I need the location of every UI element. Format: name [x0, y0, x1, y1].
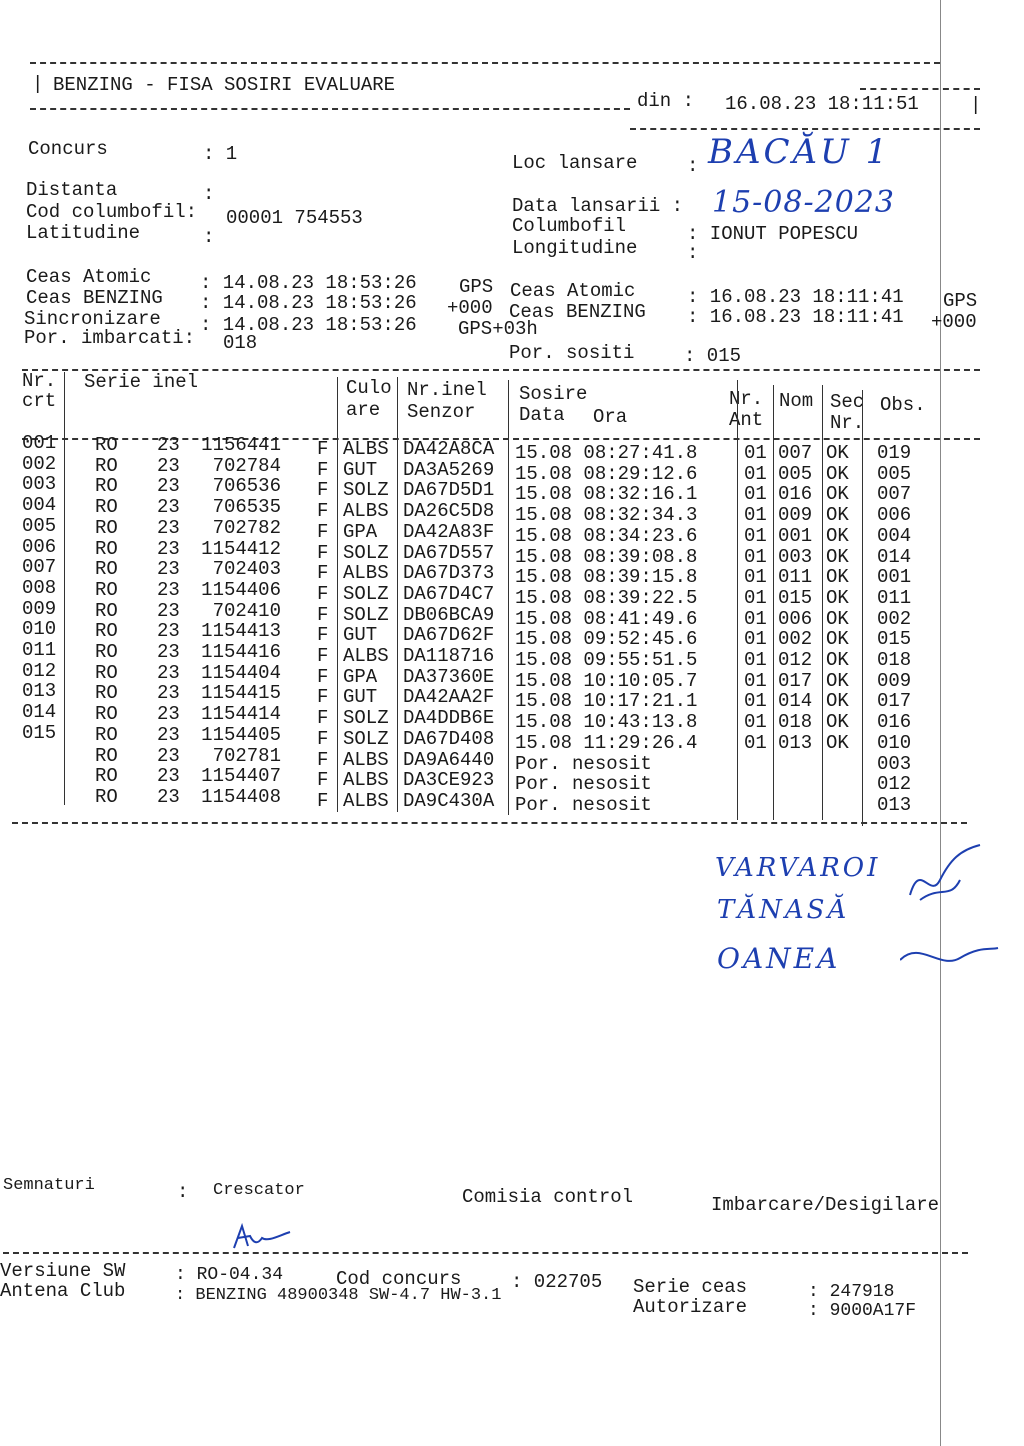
- cell-ring-number: 1154408: [201, 785, 281, 808]
- antena-club-label: Antena Club: [0, 1280, 126, 1302]
- latitudine-label: Latitudine: [26, 222, 141, 244]
- cell-sex: F: [317, 520, 329, 543]
- cell-sec: OK: [826, 711, 849, 734]
- cell-sex: F: [317, 624, 329, 647]
- cell-year: 23: [157, 620, 180, 643]
- cell-nom: 016: [778, 483, 813, 506]
- cell-arrival: Por. nesosit: [515, 752, 652, 775]
- cell-color: GUT: [343, 624, 378, 647]
- cell-year: 23: [157, 599, 180, 622]
- col-header-nom: Nom: [779, 390, 814, 412]
- cell-color: GUT: [343, 458, 378, 481]
- col-header-obs: Obs.: [880, 394, 926, 416]
- cell-nr-crt: 008: [22, 576, 57, 599]
- cell-arrival: 15.08 10:17:21.1: [515, 690, 698, 713]
- cell-obs: 019: [877, 442, 912, 464]
- cell-nr-crt: 006: [22, 535, 57, 558]
- cell-year: 23: [157, 682, 180, 705]
- data-lansarii-label: Data lansarii :: [512, 195, 684, 217]
- cell-sex: F: [317, 541, 329, 564]
- cell-color: SOLZ: [343, 541, 389, 564]
- cell-sec: OK: [826, 669, 849, 692]
- cell-country: RO: [95, 454, 118, 477]
- cell-sec: OK: [826, 524, 849, 547]
- cell-nom: 013: [778, 731, 813, 754]
- cell-obs: 006: [877, 504, 912, 527]
- col-header-nr-ant-1: Nr.: [729, 388, 764, 410]
- cell-obs: 012: [877, 773, 912, 796]
- cell-country: RO: [95, 434, 118, 456]
- data-lansarii-handwritten: 15-08-2023: [712, 185, 895, 220]
- cell-ring-number: 702403: [212, 558, 281, 581]
- loc-lansare-handwritten: BACĂU 1: [708, 132, 891, 172]
- cell-nr-crt: 010: [22, 618, 57, 641]
- din-label: din :: [637, 90, 695, 112]
- cell-ring-number: 1154405: [201, 723, 281, 746]
- cell-ring-number: 1154412: [201, 537, 281, 560]
- col-header-crt: crt: [22, 390, 57, 412]
- cell-ring-number: 1154414: [201, 703, 281, 726]
- cell-sec: OK: [826, 504, 849, 527]
- handwritten-signature: [900, 840, 1000, 970]
- cell-sex: F: [317, 748, 329, 771]
- clock-left-value: : 14.08.23 18:53:26: [200, 292, 417, 314]
- cell-nr-ant: 01: [744, 462, 767, 485]
- cell-obs: 011: [877, 586, 912, 609]
- cell-ring-number: 706535: [212, 496, 281, 519]
- cell-year: 23: [157, 475, 180, 498]
- cell-country: RO: [95, 703, 118, 726]
- column-separator: [397, 377, 398, 812]
- cell-year: 23: [157, 744, 180, 767]
- cell-year: 23: [157, 641, 180, 663]
- col-header-senzor: Senzor: [407, 401, 476, 423]
- cell-color: SOLZ: [343, 582, 389, 605]
- cell-nr-crt: 009: [22, 597, 57, 620]
- cell-sex: F: [317, 707, 329, 730]
- column-separator: [337, 377, 338, 812]
- cell-sensor: DA67D373: [403, 562, 495, 585]
- cell-sec: OK: [826, 628, 849, 651]
- imbarcare-label: Imbarcare/Desigilare: [711, 1194, 940, 1216]
- handwritten-name: OANEA: [717, 942, 841, 975]
- cell-sensor: DA118716: [403, 645, 495, 667]
- cell-sec: OK: [826, 442, 849, 464]
- cell-obs: 002: [877, 607, 912, 630]
- por-sositi-value: : 015: [684, 345, 742, 367]
- cell-arrival: 15.08 08:27:41.8: [515, 442, 698, 464]
- cell-arrival: 15.08 08:39:08.8: [515, 545, 698, 568]
- cell-country: RO: [95, 475, 118, 498]
- cell-nr-ant: 01: [744, 669, 767, 692]
- cell-color: ALBS: [343, 769, 389, 792]
- cell-nr-crt: 014: [22, 701, 57, 724]
- cell-sensor: DA26C5D8: [403, 500, 495, 523]
- cell-sex: F: [317, 438, 329, 460]
- cell-sex: F: [317, 582, 329, 605]
- cell-color: GUT: [343, 686, 378, 709]
- cell-year: 23: [157, 454, 180, 477]
- cell-nr-ant: 01: [744, 607, 767, 630]
- col-header-sec-1: Sec: [830, 391, 865, 413]
- cell-arrival: 15.08 08:39:22.5: [515, 586, 698, 609]
- cell-color: SOLZ: [343, 707, 389, 730]
- cell-obs: 009: [877, 669, 912, 692]
- cell-nr-crt: 007: [22, 556, 57, 579]
- clock-right-label: Ceas BENZING: [509, 301, 646, 323]
- cell-color: ALBS: [343, 562, 389, 585]
- cell-color: ALBS: [343, 748, 389, 771]
- divider: [3, 1252, 968, 1254]
- crescator-label: Crescator: [213, 1181, 305, 1200]
- cell-nr-crt: 012: [22, 659, 57, 682]
- columbofil-value: : IONUT POPESCU: [687, 223, 859, 245]
- col-header-nr-ant-2: Ant: [729, 409, 764, 431]
- col-header-ora: Ora: [593, 406, 628, 428]
- clock-right-value: : 16.08.23 18:11:41: [687, 286, 904, 308]
- cell-sec: OK: [826, 731, 849, 754]
- cell-nr-crt: 015: [22, 721, 57, 744]
- cell-sex: F: [317, 562, 329, 585]
- cell-color: SOLZ: [343, 479, 389, 502]
- cell-nr-ant: 01: [744, 566, 767, 589]
- cell-year: 23: [157, 496, 180, 519]
- cell-year: 23: [157, 516, 180, 539]
- por-sositi-label: Por. sositi: [509, 342, 635, 364]
- cell-arrival: 15.08 09:52:45.6: [515, 628, 698, 651]
- col-header-sec-2: Nr.: [830, 412, 865, 434]
- cell-year: 23: [157, 703, 180, 726]
- cell-nr-crt: 002: [22, 452, 57, 475]
- cell-nom: 002: [778, 628, 813, 651]
- cell-nr-crt: 003: [22, 473, 57, 496]
- cell-nr-ant: 01: [744, 524, 767, 547]
- clock-right-value: : 16.08.23 18:11:41: [687, 306, 904, 328]
- column-separator: [64, 372, 65, 805]
- cell-arrival: 15.08 08:29:12.6: [515, 462, 698, 485]
- cell-arrival: 15.08 08:39:15.8: [515, 566, 698, 589]
- loc-lansare-label: Loc lansare: [512, 152, 638, 174]
- cell-nom: 018: [778, 711, 813, 734]
- cell-ring-number: 702410: [212, 599, 281, 622]
- col-header-inel: Nr.inel: [407, 379, 487, 401]
- cell-sensor: DA4DDB6E: [403, 707, 495, 730]
- cell-country: RO: [95, 682, 118, 705]
- cell-obs: 007: [877, 483, 912, 506]
- cell-sex: F: [317, 665, 329, 688]
- cell-sex: F: [317, 789, 329, 812]
- cell-obs: 013: [877, 793, 912, 816]
- col-header-nr: Nr.: [22, 370, 57, 392]
- column-separator: [773, 385, 774, 820]
- antena-club-value: : BENZING 48900348 SW-4.7 HW-3.1: [175, 1286, 502, 1305]
- divider: [630, 128, 980, 130]
- cell-sensor: DA67D62F: [403, 624, 495, 647]
- column-separator: [508, 380, 509, 815]
- cell-sensor: DA42A83F: [403, 520, 495, 543]
- autorizare-value: : 9000A17F: [808, 1301, 917, 1321]
- cell-arrival: 15.08 08:32:34.3: [515, 504, 698, 527]
- col-header-culoare-2: are: [346, 399, 381, 421]
- cell-nom: 017: [778, 669, 813, 692]
- cell-ring-number: 1154413: [201, 620, 281, 643]
- cell-ring-number: 1154404: [201, 661, 281, 684]
- cell-country: RO: [95, 620, 118, 643]
- cell-obs: 014: [877, 545, 912, 568]
- cell-obs: 017: [877, 690, 912, 713]
- cell-color: GPA: [343, 665, 378, 688]
- din-value: 16.08.23 18:11:51: [725, 93, 919, 115]
- cell-year: 23: [157, 765, 180, 788]
- cell-country: RO: [95, 537, 118, 560]
- por-imbarcati-label: Por. imbarcati:: [24, 327, 196, 349]
- cell-ring-number: 706536: [212, 475, 281, 498]
- clock-right-label: Ceas Atomic: [510, 280, 636, 302]
- cell-country: RO: [95, 641, 118, 663]
- cell-nr-ant: 01: [744, 586, 767, 609]
- cell-ring-number: 702784: [212, 454, 281, 477]
- cell-sex: F: [317, 645, 329, 667]
- cell-arrival: Por. nesosit: [515, 793, 652, 816]
- clock-left-value: : 14.08.23 18:53:26: [200, 314, 417, 336]
- loc-lansare-colon: :: [687, 155, 699, 177]
- cell-color: ALBS: [343, 500, 389, 523]
- cell-sec: OK: [826, 462, 849, 485]
- cell-sex: F: [317, 458, 329, 481]
- cell-nom: 007: [778, 442, 813, 464]
- cell-arrival: Por. nesosit: [515, 773, 652, 796]
- cell-sensor: DB06BCA9: [403, 603, 495, 626]
- cell-arrival: 15.08 08:32:16.1: [515, 483, 698, 506]
- cell-country: RO: [95, 599, 118, 622]
- cell-arrival: 15.08 11:29:26.4: [515, 731, 698, 754]
- cell-sec: OK: [826, 483, 849, 506]
- cell-nr-ant: 01: [744, 649, 767, 671]
- cell-sex: F: [317, 769, 329, 792]
- cell-year: 23: [157, 434, 180, 456]
- serie-ceas-label: Serie ceas: [633, 1276, 748, 1298]
- cell-arrival: 15.08 10:10:05.7: [515, 669, 698, 692]
- cell-color: SOLZ: [343, 727, 389, 750]
- cell-color: ALBS: [343, 645, 389, 667]
- cell-sex: F: [317, 603, 329, 626]
- cell-year: 23: [157, 723, 180, 746]
- concurs-value: : 1: [203, 143, 238, 165]
- cell-ring-number: 702782: [212, 516, 281, 539]
- cell-nr-ant: 01: [744, 690, 767, 713]
- por-imbarcati-value: 018: [223, 332, 258, 354]
- cod-columbofil-value: 00001 754553: [226, 207, 363, 229]
- cell-nr-ant: 01: [744, 442, 767, 464]
- cell-arrival: 15.08 08:34:23.6: [515, 524, 698, 547]
- cell-nom: 003: [778, 545, 813, 568]
- longitudine-label: Longitudine: [512, 237, 638, 259]
- cell-nr-crt: 011: [22, 639, 57, 661]
- clock-left-suffix: +000: [447, 297, 493, 319]
- cell-ring-number: 1154407: [201, 765, 281, 788]
- crescator-signature: [228, 1222, 298, 1254]
- cell-ring-number: 1154406: [201, 578, 281, 601]
- clock-left-suffix: GPS: [459, 276, 494, 298]
- cell-sensor: DA42A8CA: [403, 438, 495, 460]
- cell-obs: 004: [877, 524, 912, 547]
- cell-sensor: DA3CE923: [403, 769, 495, 792]
- divider: [30, 62, 940, 64]
- cell-nom: 009: [778, 504, 813, 527]
- cell-nr-ant: 01: [744, 628, 767, 651]
- cell-ring-number: 1156441: [201, 434, 281, 456]
- comisia-control-label: Comisia control: [462, 1186, 634, 1208]
- cell-obs: 010: [877, 731, 912, 754]
- cell-country: RO: [95, 496, 118, 519]
- cell-ring-number: 702781: [212, 744, 281, 767]
- cell-sensor: DA67D4C7: [403, 582, 495, 605]
- divider: [30, 108, 630, 110]
- cell-color: GPA: [343, 520, 378, 543]
- cell-country: RO: [95, 578, 118, 601]
- cell-country: RO: [95, 744, 118, 767]
- cod-concurs-value: : 022705: [511, 1271, 603, 1293]
- col-header-sosire: Sosire: [519, 383, 588, 405]
- cell-year: 23: [157, 661, 180, 684]
- handwritten-name: VARVAROI: [715, 853, 881, 883]
- col-header-serie: Serie inel: [84, 371, 199, 393]
- cod-concurs-label: Cod concurs: [336, 1268, 462, 1290]
- cell-sensor: DA67D408: [403, 727, 495, 750]
- cell-ring-number: 1154416: [201, 641, 281, 663]
- column-separator: [862, 390, 863, 826]
- cell-nr-crt: 004: [22, 494, 57, 517]
- column-separator: [822, 385, 823, 820]
- cell-sensor: DA3A5269: [403, 458, 495, 481]
- cell-obs: 005: [877, 462, 912, 485]
- cell-nom: 014: [778, 690, 813, 713]
- cell-nr-crt: 001: [22, 432, 57, 454]
- cell-nr-ant: 01: [744, 504, 767, 527]
- header-bar: |: [970, 94, 982, 116]
- cell-nr-ant: 01: [744, 731, 767, 754]
- cell-nom: 006: [778, 607, 813, 630]
- clock-left-suffix: GPS+03h: [458, 318, 538, 340]
- header-bar: |: [32, 73, 44, 95]
- cell-year: 23: [157, 558, 180, 581]
- divider: [12, 822, 967, 824]
- cell-obs: 016: [877, 711, 912, 734]
- autorizare-label: Autorizare: [633, 1296, 748, 1318]
- cell-nr-ant: 01: [744, 545, 767, 568]
- handwritten-name: TĂNASĂ: [717, 895, 850, 925]
- cell-color: SOLZ: [343, 603, 389, 626]
- cell-arrival: 15.08 08:41:49.6: [515, 607, 698, 630]
- document-title: BENZING - FISA SOSIRI EVALUARE: [53, 74, 396, 96]
- semnaturi-colon: :: [177, 1181, 189, 1203]
- semnaturi-label: Semnaturi: [3, 1176, 95, 1195]
- cell-sex: F: [317, 727, 329, 750]
- cell-obs: 015: [877, 628, 912, 651]
- cell-sensor: DA42AA2F: [403, 686, 495, 709]
- cell-arrival: 15.08 09:55:51.5: [515, 649, 698, 671]
- cell-sensor: DA67D557: [403, 541, 495, 564]
- cell-arrival: 15.08 10:43:13.8: [515, 711, 698, 734]
- cell-nom: 005: [778, 462, 813, 485]
- cell-year: 23: [157, 578, 180, 601]
- cell-sensor: DA9A6440: [403, 748, 495, 771]
- concurs-label: Concurs: [28, 138, 108, 160]
- cell-sec: OK: [826, 566, 849, 589]
- versiune-sw-value: : RO-04.34: [175, 1265, 284, 1285]
- cell-sensor: DA67D5D1: [403, 479, 495, 502]
- cell-nr-ant: 01: [744, 711, 767, 734]
- cell-obs: 003: [877, 752, 912, 775]
- cell-sec: OK: [826, 586, 849, 609]
- serie-ceas-value: : 247918: [808, 1282, 895, 1302]
- cell-ring-number: 1154415: [201, 682, 281, 705]
- cell-color: ALBS: [343, 438, 389, 460]
- page-edge-line: [940, 0, 941, 1446]
- clock-left-label: Sincronizare: [24, 308, 161, 330]
- cell-nom: 012: [778, 649, 813, 671]
- column-separator: [737, 380, 738, 820]
- cell-country: RO: [95, 723, 118, 746]
- clock-right-suffix: GPS: [943, 290, 978, 312]
- cell-sec: OK: [826, 545, 849, 568]
- cell-country: RO: [95, 661, 118, 684]
- cell-sex: F: [317, 500, 329, 523]
- col-header-data: Data: [519, 404, 565, 426]
- col-header-culoare-1: Culo: [346, 377, 392, 399]
- longitudine-value: :: [687, 242, 699, 264]
- clock-right-suffix: +000: [931, 311, 977, 333]
- cell-nr-crt: 013: [22, 680, 57, 703]
- latitudine-value: :: [203, 226, 215, 248]
- distanta-label: Distanta: [26, 179, 118, 201]
- cell-nom: 011: [778, 566, 813, 589]
- cell-sensor: DA37360E: [403, 665, 495, 688]
- columbofil-label: Columbofil: [512, 215, 627, 237]
- cell-nom: 015: [778, 586, 813, 609]
- cell-sec: OK: [826, 690, 849, 713]
- clock-left-label: Ceas BENZING: [26, 287, 163, 309]
- cell-sex: F: [317, 479, 329, 502]
- cell-obs: 018: [877, 649, 912, 671]
- versiune-sw-label: Versiune SW: [0, 1260, 126, 1282]
- divider: [860, 88, 980, 90]
- cell-year: 23: [157, 785, 180, 808]
- cell-year: 23: [157, 537, 180, 560]
- distanta-value: :: [203, 183, 215, 205]
- cell-country: RO: [95, 558, 118, 581]
- clock-left-label: Ceas Atomic: [26, 266, 152, 288]
- cell-sex: F: [317, 686, 329, 709]
- clock-left-value: : 14.08.23 18:53:26: [200, 272, 417, 294]
- cell-nom: 001: [778, 524, 813, 547]
- cell-color: ALBS: [343, 789, 389, 812]
- cell-nr-crt: 005: [22, 514, 57, 537]
- cell-sec: OK: [826, 649, 849, 671]
- cell-obs: 001: [877, 566, 912, 589]
- cell-country: RO: [95, 785, 118, 808]
- cell-sec: OK: [826, 607, 849, 630]
- cell-sensor: DA9C430A: [403, 789, 495, 812]
- cell-country: RO: [95, 516, 118, 539]
- cod-columbofil-label: Cod columbofil:: [26, 201, 198, 223]
- cell-nr-ant: 01: [744, 483, 767, 506]
- cell-country: RO: [95, 765, 118, 788]
